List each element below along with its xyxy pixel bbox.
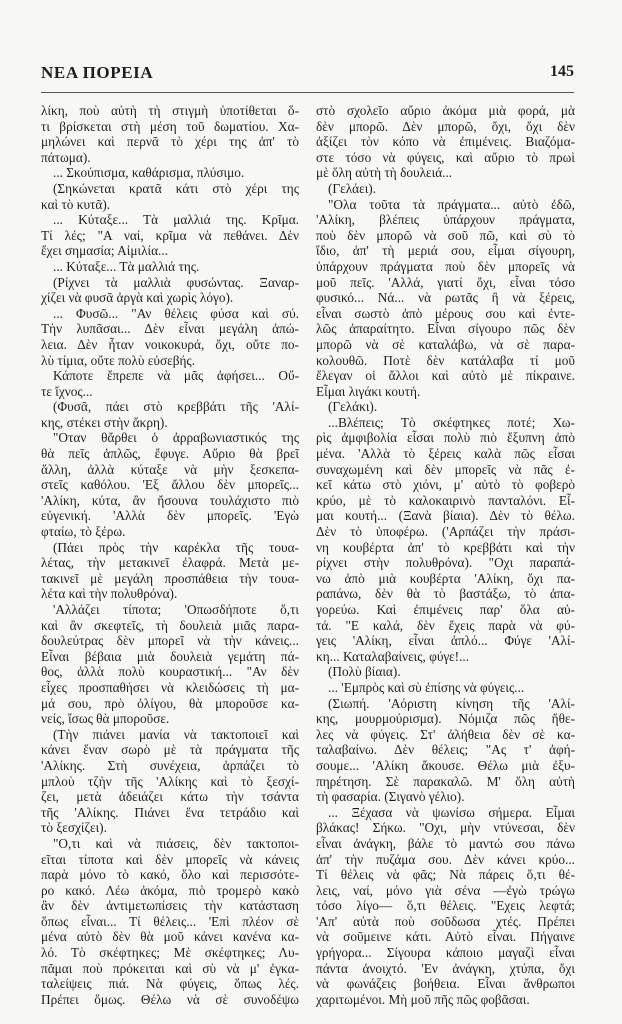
text-line: ρὶς ἀμφιβολία εἶσαι πολὺ πιὸ ἔξυπνη ἀπὸ [316,430,575,446]
text-line: ζει, μετὰ ἀδειάζει κάτω τὴν τσάντα [41,789,299,805]
text-line: νείς, ἴσως θὰ μποροῦσε. [41,711,170,727]
text-line: μά σου, πρὸ ὀλίγου, θὰ μποροῦσε κα- [41,695,299,711]
page-number: 145 [550,63,574,80]
text-line: εἶναι ἀνάγκη, βάλε τὸ μαντώ σου πάνω [316,835,575,851]
text-line: ὅπως εἶναι... Τί θέλεις... 'Επὶ πλέον σὲ [41,913,299,929]
text-line: λεια. Δὲν ἦταν νοικοκυρά, ὄχι, οὔτε πο- [41,336,299,352]
text-line: γεις 'Αλίκη, εἶναι ἁπλό... Φύγε 'Αλί- [316,633,575,649]
text-line: τε ἴχνος... [41,383,93,399]
text-line: μαι κουτή... (Ξανὰ βίαια). Δὲν τὸ θέλω. [316,508,575,524]
text-line: (Σηκώνεται κρατᾶ κάτι στὸ χέρι της [53,180,299,196]
text-line: κης, στέκει στὴν ἄκρη). [41,414,168,430]
text-line: τὸ ξεσχίζει). [41,820,107,836]
text-line: λέτα καὶ τὴν πολυθρόνα). [41,586,178,602]
text-line: τι βρίσκεται στὴ μέση τοῦ δωματίου. Χα- [41,118,299,134]
text-line: ἔλεγαν οἱ ἄλλοι καὶ αὐτὸ μὲ πίκραινε. [316,368,575,384]
left-text-column [41,103,299,1007]
text-line: φταίω, τὸ ξέρω. [41,524,126,540]
text-line: γρήγορα... Σίγουρα κάποιο μαγαζὶ εἶναι [316,945,575,961]
text-line: 'Αλίκη, κύτα, ἂν ἤσουνα τουλάχιστο πιὸ [41,492,299,508]
text-line: ταλείψεις πιά. Νὰ φύγεις, ὅπως λές. [41,976,299,992]
text-line: ἀπ' τὴν πυζάμα σου. Δὲν κάνει κρύο... [316,851,575,867]
text-line: ὑπάρχουν πράγματα ποὺ δὲν μπορεῖς νὰ [316,258,575,274]
text-line: βλάκας! Σήκω. "Οχι, μὴν ντύνεσαι, δὲν [316,820,575,836]
text-line: κη... Καταλαβαίνεις, φύγε!... [316,648,470,664]
text-line: ... Κύταξε... Τὰ μαλλιά της. Κρῖμα. [53,212,299,228]
text-line: Τί θέλεις νὰ φᾶς; Νὰ πάρεις ὅ,τι θέ- [316,867,575,883]
text-line: μένα. 'Αλλὰ τὸ ξέρεις καλὰ πῶς εἶσαι [316,446,575,462]
text-line: κάνει ἕναν σωρὸ μὲ τὰ πράγματα τῆς [41,742,299,758]
running-header [41,63,574,87]
text-line: λίκη, ποὺ αὐτὴ τὴ στιγμὴ ὑποτίθεται ὅ- [41,103,299,118]
text-line: (Ρίχνει τὰ μαλλιὰ φυσώντας. Ξαναρ- [53,274,299,290]
text-line: γορεύω. Καὶ ἐπιμένεις παρ' ὅλα αὐ- [316,602,575,617]
text-line: κολουθῶ. Ποτὲ δὲν κατάλαβα τί μοῦ [316,352,575,368]
text-line: (Πολὺ βίαια). [328,664,401,680]
text-line: ... Ξέχασα νὰ ψωνίσω σήμερα. Εἶμαι [328,804,575,820]
text-line: καὶ τὸ κυτᾶ). [41,196,111,212]
text-line: (Γελάει). [328,180,377,196]
text-line: 'Αλλάζει τίποτα; 'Οπωσδήποτε ὅ,τι [53,602,299,617]
text-line: τὴ φασαρία. (Σιγανὸ γέλιο). [316,789,465,805]
text-line: τόσο λίγο— ὅ,τι θέλεις. "Εχεις λεφτά; [316,898,575,914]
text-line: (Φυσᾶ, πάει στὸ κρεββάτι τῆς 'Αλί- [53,399,299,415]
text-line: εὐγενική. 'Αλλὰ δὲν μπορεῖς. 'Εγὼ [41,508,299,524]
text-line: λό. Τὸ σκέφτηκες; Μὲ σκέφτηκες; Λυ- [41,945,299,961]
text-line: ἂν δὲν ἀντιμετωπίσεις τὴν κατάσταση [41,898,299,914]
text-line: (Πάει πρὸς τὴν καρέκλα τῆς τουα- [53,539,299,555]
text-line: ρίχνει στὴν πολυθρόνα). "Οχι παραπά- [316,555,575,571]
text-line: (Τὴν πιάνει μανία νὰ τακτοποιεῖ καὶ [53,726,299,742]
text-line: Τὴν λυπᾶσαι... Δὲν εἶναι μεγάλη ἀπώ- [41,321,299,337]
text-line: πηρέτηση. Σὲ παρακαλῶ. Μ' ὅλη αὐτὴ [316,773,575,789]
text-line: μπορῶ νὰ σὲ καταλάβω, νὰ σὲ παρα- [316,336,575,352]
text-line: χίζει νὰ φυσᾶ ἀργὰ καὶ χωρὶς λόγο). [41,290,234,306]
text-line: κρύο, μὲ τὸ καλοκαιρινὸ πανταλόνι. Εἶ- [316,492,575,508]
text-line: ἀξίζει τὸν κόπο νὰ ἐπιμένεις. Βιαζόμα- [316,134,575,150]
text-line: "Ο,τι καὶ νὰ πιάσεις, δὲν τακτοποι- [53,835,299,851]
text-line: ...Βλέπεις; Τὸ σκέφτηκες ποτέ; Χω- [328,414,575,430]
text-line: Δὲν τὸ ὑποφέρω. ('Αρπάζει τὴν πράσι- [316,524,575,540]
text-line: (Σιωπή. 'Αόριστη κίνηση τῆς 'Αλί- [328,695,575,711]
text-line: ... 'Εμπρὸς καὶ σὺ ἐπίσης νὰ φύγεις... [328,679,525,695]
text-line: εἶχες προσπαθήσει νὰ κλειδώσεις τὴ μα- [41,679,299,695]
text-line: ταλαβαίνω. Δὲν θέλεις; "Ας τ' ἀφή- [316,742,575,758]
text-line: κης, μουρμούρισμα). Νόμιζα πῶς ἤθε- [316,711,575,727]
text-line: 'Αλίκη, βλέπεις ὑπάρχουν πράγματα, [316,212,575,228]
text-line: θὰ πεῖς ἁπλῶς, ἔφυγε. Αὔριο θὰ βρεῖ [41,446,299,462]
text-line: κεῖ κάτω στὸ χιόνι, μ' αὐτὸ τὸ φοβερὸ [316,477,575,493]
text-line: στε τόσο νὰ φύγεις, καὶ αὔριο τὸ πρωὶ [316,149,575,165]
text-line: νὰ φωνάζεις βοήθεια. Εἶναι ἄνθρωποι [316,976,575,992]
text-line: ... Κύταξε... Τὰ μαλλιά της. [53,258,200,274]
text-line: δὲν μπορῶ. Δὲν μπορῶ, ὄχι, ὄχι δὲν [316,118,575,134]
text-line: συναχωμένη καὶ δὲν μπορεῖς νὰ πᾶς ἐ- [316,461,575,477]
text-line: ποὺ δὲν μπορῶ νὰ σοῦ πῶ, καὶ σὺ τὸ [316,227,575,243]
text-line: σουμε... 'Αλίκη ἄκουσε. Θέλω μιὰ ἐξυ- [316,757,575,773]
text-line: στεῖς καθόλου. 'Εξ ἄλλου δὲν μπορεῖς... [41,477,299,493]
text-line: ... Σκούπισμα, καθάρισμα, πλύσιμο. [53,165,245,181]
text-line: νὰ σοῦμεινε κάτι. Αὐτὸ εἶναι. Πήγαινε [316,929,575,945]
text-line: πάτωμα). [41,149,91,165]
text-line: φυσικό... Νά... νὰ ρωτᾶς ἢ νὰ ξέρεις, [316,290,575,306]
text-line: ρο κακό. Λέω ἀκόμα, πιὸ τρομερὸ κακὸ [41,882,299,898]
text-line: "Ολα τοῦτα τὰ πράγματα... αὐτὸ ἐδῶ, [328,196,575,212]
text-line: νη κουβέρτα ἀπ' τὸ κρεββάτι καὶ τὴν [316,539,575,555]
text-line: λῶς ἀπαραίτητο. Εἶναι σίγουρο πῶς δὲν [316,321,575,337]
text-line: Κάποτε ἔπρεπε νὰ μᾶς ἀφήσει... Οὔ- [53,368,299,384]
text-line: Εἶναι βέβαια μιὰ δουλειὰ γεμάτη πά- [41,648,299,664]
text-line: καὶ ἂν σκεφτεῖς, τὴ δουλειὰ μιᾶς παρα- [41,617,299,633]
text-line: εῖται τίποτα καὶ δὲν μπορεῖς νὰ κάνεις [41,851,299,867]
text-line: τά. "Ε καλά, δὲν ἔχεις παρὰ νὰ φύ- [316,617,575,633]
right-text-column [316,103,575,1007]
text-line: "Οταν θἄρθει ὁ ἀρραβωνιαστικός της [53,430,299,446]
text-line: δουλεύτρας δὲν μπορεῖ νὰ τὴν κάνεις... [41,633,299,649]
text-line: μπλοὺ τζὴν τῆς 'Αλίκης καὶ τὸ ξεσχί- [41,773,299,789]
text-line: Εἶμαι λιγάκι κουτή. [316,383,421,399]
text-line: λες νὰ φύγεις. Στ' ἀλήθεια δὲν σὲ κα- [316,726,575,742]
text-line: τῆς 'Αλίκης. Πιάνει ἕνα τετράδιο καὶ [41,804,299,820]
text-line: τακινεῖ μὲ μεγάλη προσπάθεια τὴν τουα- [41,570,299,586]
text-line: νω ἀπὸ μιὰ κουβέρτα 'Αλίκη, ὄχι πα- [316,570,575,586]
text-line: Τί λές; "Α ναί, κρῖμα νὰ πεθάνει. Δὲν [41,227,299,243]
text-line: λεις, ναί, μόνο γιὰ σένα —ἐγὼ τρώγω [316,882,575,898]
text-line: μηλώνει καὶ περνᾶ τὸ χέρι της ἀπ' τὸ [41,134,299,150]
text-line: παρὰ μόνο τὸ κακό, ὅλο καὶ περισσότε- [41,867,299,883]
journal-title: ΝΕΑ ΠΟΡΕΙΑ [41,63,154,82]
text-line: μοῦ πεῖς. 'Αλλά, γιατί ὄχι, εἶναι τόσο [316,274,575,290]
text-line: ἔχει σημασία; Αἰμιλία... [41,243,169,259]
text-line: πάντα ἀνοιχτό. 'Εν ἀνάγκη, χτύπα, ὄχι [316,960,575,976]
text-line: πᾶμαι ποὺ πρόκειται καὶ σὺ νὰ μ' ἐγκα- [41,960,299,976]
text-line: ἄλλη, ἀλλὰ κύταξε νὰ μὴν ξεσκεπα- [41,461,299,477]
text-line: ραπάνω, δὲν θὰ τὸ βαστάξω, τὸ ἀπα- [316,586,575,602]
text-line: στὸ σχολεῖο αὔριο ἀκόμα μιὰ φορά, μὰ [316,103,575,118]
text-line: εἶναι σωστὸ ἀπὸ μέρους σου καὶ ἐντε- [316,305,575,321]
text-line: χαριτωμένοι. Μὴ μοῦ πῆς πῶς φοβᾶσαι. [316,991,530,1007]
text-line: μένα αὐτὸ δὲν θὰ μοῦ κάνει κανένα κα- [41,929,299,945]
text-line: θος, ἀλλὰ πολὺ κουραστική... "Αν δὲν [41,664,299,680]
text-line: ... Φυσῶ... "Αν θέλεις φύσα καὶ σύ. [53,305,299,321]
text-line: λὺ τίμια, οὔτε πολὺ εὐσεβής. [41,352,196,368]
text-line: λέτας, τὴν μετακινεῖ ἐλαφρά. Μετὰ με- [41,555,299,571]
text-line: Πρέπει ὅμως. Θέλω νὰ σὲ συνοδέψω [41,991,299,1007]
text-line: 'Αλίκης. Στὴ συνέχεια, ἁρπάζει τὸ [41,757,299,773]
text-line: ἴδιο, ἀπ' τὴ μεριά σου, εἶμαι σίγουρη, [316,243,575,259]
text-line: μὲ ὅλη αὐτὴ τὴ δουλειά... [316,165,453,181]
text-line: 'Απ' αὐτὰ ποὺ σοῦδωσα χτές. Πρέπει [316,913,575,929]
text-line: (Γελάκι). [328,399,378,415]
header-rule [41,92,574,93]
